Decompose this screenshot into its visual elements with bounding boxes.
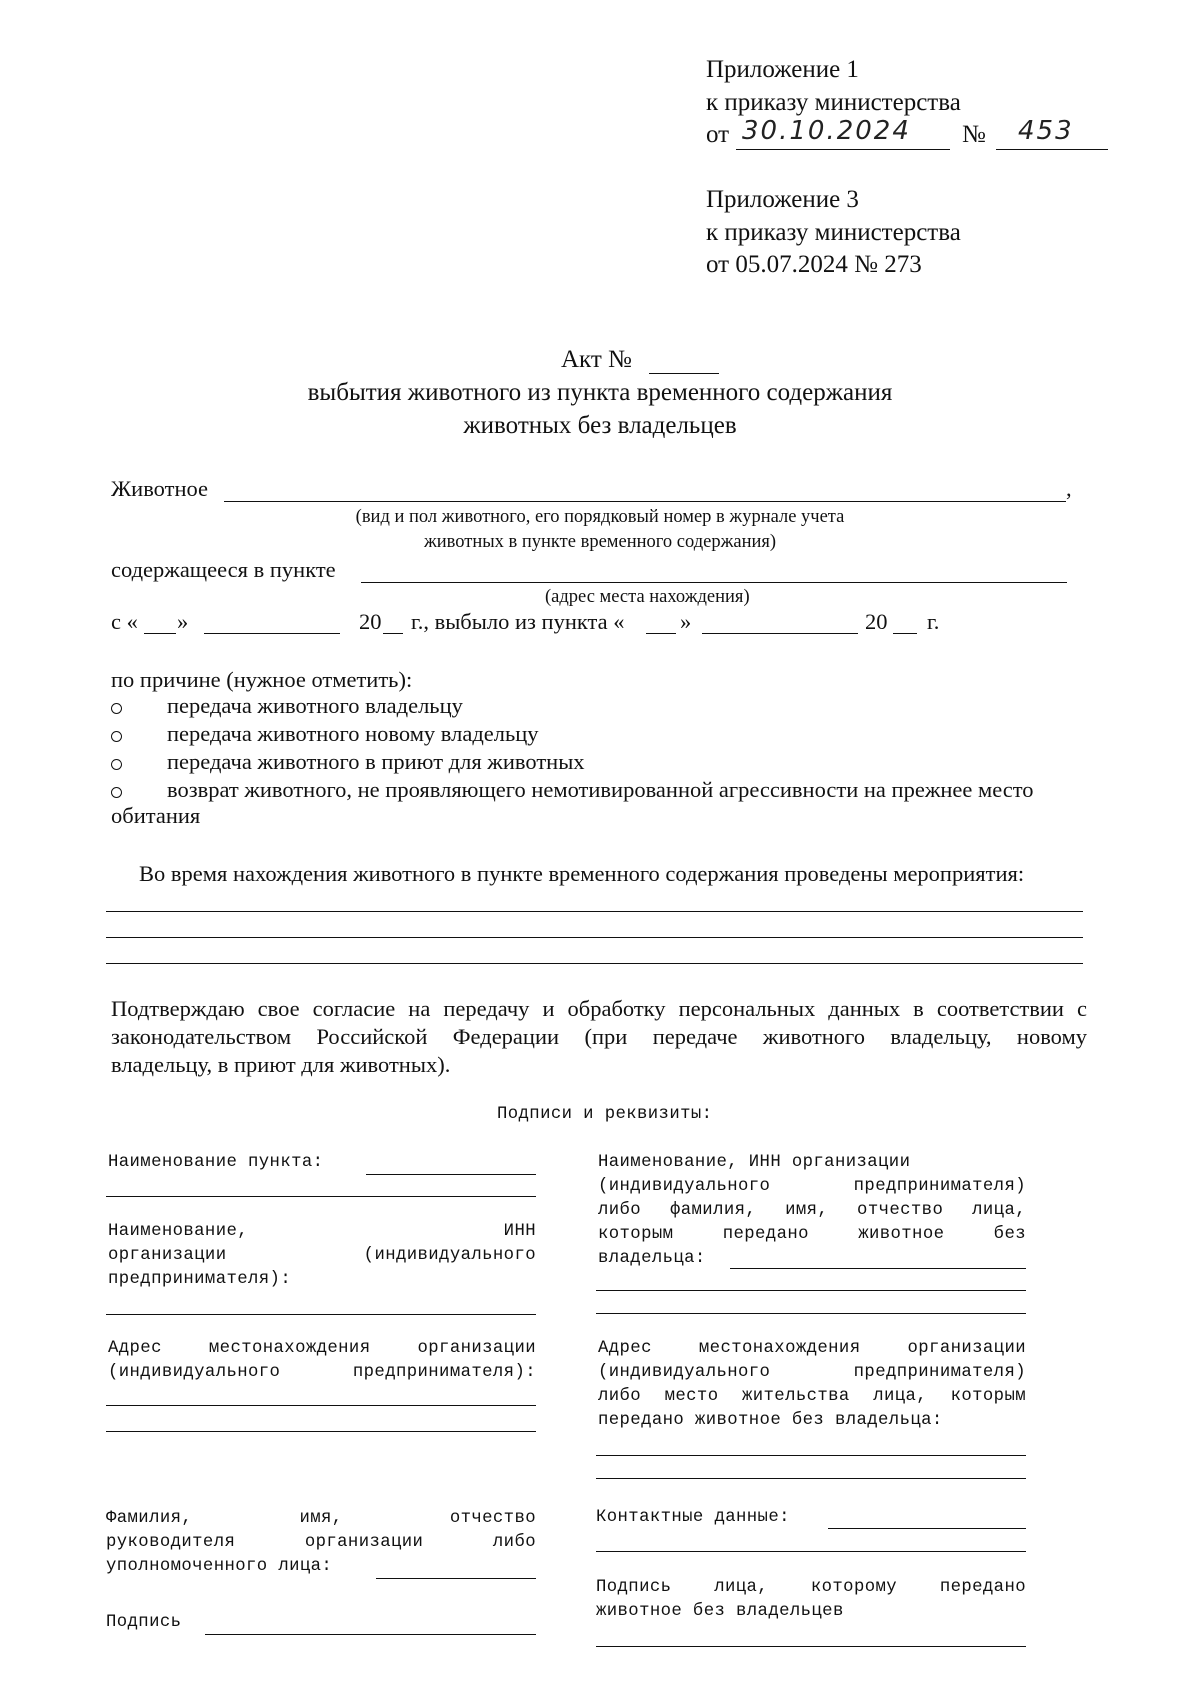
period-mid: г., выбыло из пункта « [411, 609, 625, 634]
period-from-year-field[interactable] [383, 633, 403, 634]
reason-2-label: передача животного новому владельцу [167, 721, 539, 746]
period-from: с « [111, 609, 138, 634]
appendix1-num-prefix: № [962, 121, 986, 148]
point-name-field[interactable] [366, 1174, 536, 1175]
appendix3-ref: к приказу министерства [706, 219, 961, 246]
period-year-1: 20 [359, 609, 382, 634]
right-contacts-label: Контактные данные: [596, 1508, 790, 1527]
appendix3-date-line: от 05.07.2024 № 273 [706, 251, 922, 278]
reason-2-radio[interactable] [111, 731, 122, 742]
period-to-month-field[interactable] [702, 633, 858, 634]
right-addr-field-2[interactable] [596, 1478, 1026, 1479]
left-addr-line-2: (индивидуального предпринимателя): [108, 1363, 536, 1382]
left-head-line-3: уполномоченного лица: [106, 1557, 333, 1576]
act-number-line [649, 373, 719, 374]
right-addr-field-1[interactable] [596, 1455, 1026, 1456]
left-org-line-3: предпринимателя): [108, 1270, 292, 1289]
period-end: г. [927, 609, 940, 634]
period-from-day-field[interactable] [144, 633, 176, 634]
left-head-line-1: Фамилия, имя, отчество [106, 1509, 536, 1528]
right-contacts-field-1[interactable] [828, 1528, 1026, 1529]
appendix1-num-line [996, 149, 1108, 150]
reason-3-label: передача животного в приют для животных [167, 749, 585, 774]
measures-label: Во время нахождения животного в пункте временного содержания проведены мероприятия: [139, 861, 1025, 886]
point-name-field-2[interactable] [106, 1196, 536, 1197]
reason-3-radio[interactable] [111, 759, 122, 770]
period-quote-1: » [177, 609, 189, 634]
point-name-label: Наименование пункта: [108, 1153, 324, 1172]
reason-4-label: возврат животного, не проявляющего немотивированной агрессивности на прежнее место [167, 777, 1034, 802]
reason-1-label: передача животного владельцу [167, 693, 463, 718]
consent-line-3: владельцу, в приют для животных). [111, 1052, 451, 1077]
reason-4-radio[interactable] [111, 787, 122, 798]
appendix1-date-line [736, 149, 950, 150]
consent-line-2: законодательством Российской Федерации (при передаче животного владельцу, новому [111, 1024, 1087, 1049]
appendix1-ref: к приказу министерства [706, 89, 961, 116]
right-org-field-3[interactable] [596, 1313, 1026, 1314]
right-sign-line-2: животное без владельцев [596, 1602, 844, 1621]
measures-field-3[interactable] [106, 963, 1083, 964]
appendix1-date-prefix: от [706, 121, 730, 148]
period-to-day-field[interactable] [646, 633, 676, 634]
right-org-field-1[interactable] [730, 1268, 1026, 1269]
right-org-field-2[interactable] [596, 1290, 1026, 1291]
right-org-line-1: Наименование, ИНН организации [598, 1153, 911, 1172]
animal-field[interactable] [224, 501, 1066, 502]
reasons-label: по причине (нужное отметить): [111, 667, 413, 692]
measures-field-2[interactable] [106, 937, 1083, 938]
period-quote-2: » [680, 609, 692, 634]
left-addr-line-1: Адрес местонахождения организации [108, 1339, 536, 1358]
act-subtitle-2: животных без владельцев [463, 412, 737, 439]
right-contacts-field-2[interactable] [596, 1551, 1026, 1552]
period-year-2: 20 [865, 609, 888, 634]
kept-label: содержащееся в пункте [111, 557, 336, 582]
reason-1-radio[interactable] [111, 703, 122, 714]
right-org-line-4: которым передано животное без [598, 1225, 1026, 1244]
period-from-month-field[interactable] [204, 633, 340, 634]
left-org-field[interactable] [106, 1314, 536, 1315]
appendix1-num-handwritten: 453 [1018, 116, 1074, 146]
right-org-line-3: либо фамилия, имя, отчество лица, [598, 1201, 1026, 1220]
appendix1-title: Приложение 1 [706, 56, 859, 83]
right-addr-line-2: (индивидуального предпринимателя) [598, 1363, 1026, 1382]
kept-hint: (адрес места нахождения) [545, 587, 750, 607]
reason-4-label-cont: обитания [111, 803, 201, 828]
left-org-line-1: Наименование, ИНН [108, 1222, 536, 1241]
animal-hint-2: животных в пункте временного содержания) [423, 532, 777, 552]
right-org-line-2: (индивидуального предпринимателя) [598, 1177, 1026, 1196]
measures-field-1[interactable] [106, 911, 1083, 912]
left-signature-label: Подпись [106, 1613, 182, 1632]
left-addr-field-1[interactable] [106, 1405, 536, 1406]
animal-label: Животное [111, 476, 209, 501]
right-sign-line-1: Подпись лица, которому передано [596, 1578, 1026, 1597]
left-head-line-2: руководителя организации либо [106, 1533, 536, 1552]
act-subtitle-1: выбытия животного из пункта временного содержания [307, 379, 893, 406]
left-head-field[interactable] [376, 1578, 536, 1579]
kept-address-field[interactable] [361, 582, 1067, 583]
right-addr-line-3: либо место жительства лица, которым [598, 1387, 1026, 1406]
period-to-year-field[interactable] [893, 633, 917, 634]
left-signature-field[interactable] [205, 1634, 536, 1635]
appendix3-title: Приложение 3 [706, 186, 859, 213]
left-addr-field-2[interactable] [106, 1431, 536, 1432]
left-org-line-2: организации (индивидуального [108, 1246, 536, 1265]
right-signature-field[interactable] [596, 1646, 1026, 1647]
right-addr-line-1: Адрес местонахождения организации [598, 1339, 1026, 1358]
signatures-heading: Подписи и реквизиты: [497, 1105, 713, 1124]
animal-comma: , [1066, 476, 1072, 501]
animal-hint-1: (вид и пол животного, его порядковый номер в журнале учета [355, 507, 845, 527]
appendix1-date-handwritten: 30.10.2024 [742, 116, 911, 146]
act-title: Акт № [561, 346, 632, 373]
right-addr-line-4: передано животное без владельца: [598, 1411, 943, 1430]
right-org-line-5: владельца: [598, 1249, 706, 1268]
consent-line-1: Подтверждаю свое согласие на передачу и обработку персональных данных в соответствии с [111, 996, 1087, 1021]
